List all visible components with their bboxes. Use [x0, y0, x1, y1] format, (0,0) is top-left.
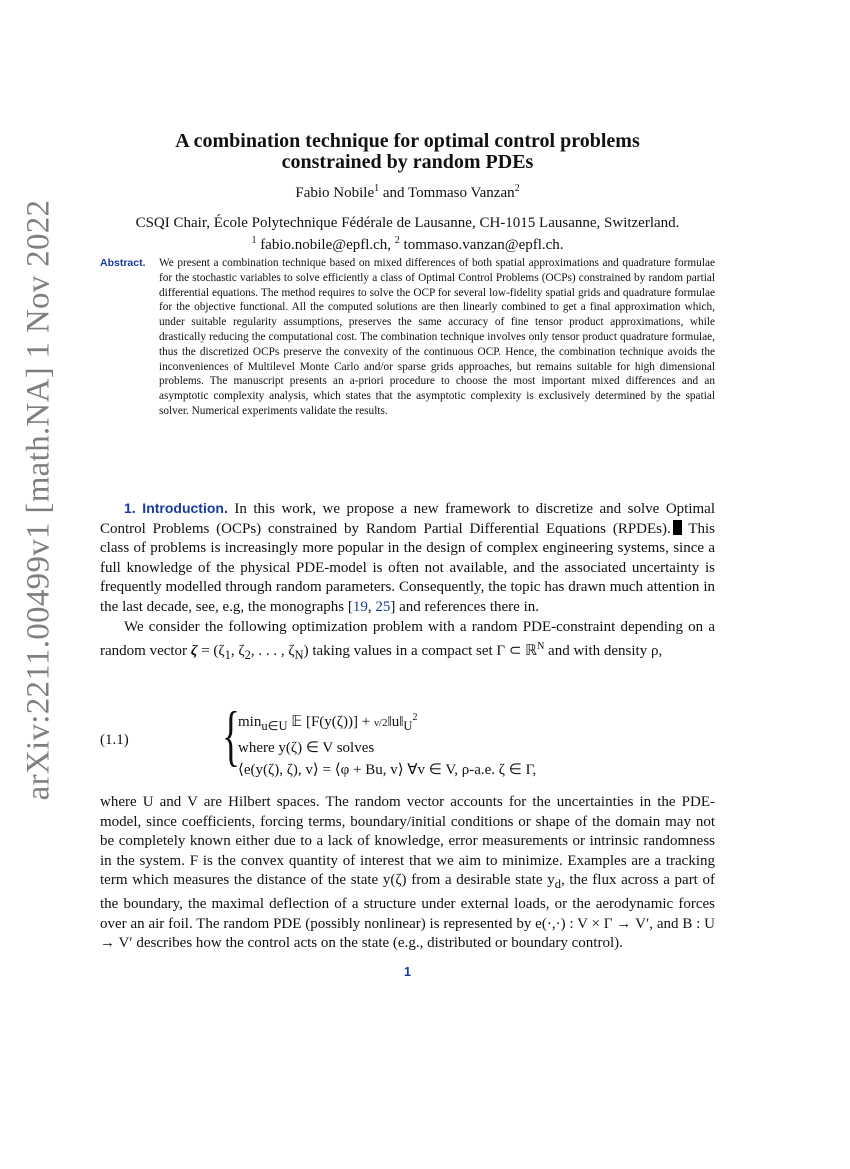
- email-1: fabio.nobile@epfl.ch,: [256, 237, 395, 253]
- intro-p1-part-c: ] and references there in.: [390, 598, 539, 615]
- abstract: [100, 256, 715, 419]
- equation-line-1: [238, 707, 536, 737]
- sup-n: N: [537, 641, 545, 653]
- sub-d: d: [554, 877, 561, 892]
- eq-min: min: [238, 714, 262, 730]
- equation-line-3: ⟨e(y(ζ), ζ), v⟩ = ⟨φ + Bu, v⟩ ∀v ∈ V, ρ-a.e. ζ ∈ Γ,: [238, 762, 537, 778]
- author-2: Tommaso Vanzan: [408, 185, 515, 201]
- intro-p1-part-a: In this work, we propose a new framework to discretize and solve Optimal Control Problems (OCPs) constrained by Random Partial Differential Equations (RPDEs).: [100, 501, 715, 537]
- sub-n: N: [294, 648, 304, 663]
- abstract-text: We present a combination technique based on mixed differences of both spatial approximations and quadrature formulae for the stochastic variables to solve efficiently a class of Optimal Control Problems (OCPs) constrained by random partial differential equations. The method requires to solve the OCP for several low-fidelity spatial grids and quadrature formulae for the objective functional. All the computed solutions are then linearly combined to get a final approximation which, under suitable regularity assumptions, preserves the same accuracy of fine tensor product approximations, while drastically reducing the computational cost. The combination technique involves only tensor product quadrature formulae, thus the discretized OCPs preserve the convexity of the continuous OCP. Hence, the combination technique avoids the inconveniences of Multilevel Monte Carlo and/or sparse grids approaches, but remains suitable for high dimensional problems. The manuscript presents an a-priori procedure to choose the most important mixed differences and an asymptotic complexity analysis, which states that the asymptotic complexity is exclusively determined by the spatial solver. Numerical experiments validate the results.: [159, 257, 715, 417]
- arxiv-sidebar: [14, 150, 64, 850]
- intro-p2-part-c: , ζ: [230, 643, 245, 660]
- eq-norm-sub: U: [403, 719, 413, 733]
- arxiv-identifier: arXiv:2211.00499v1 [math.NA] 1 Nov 2022: [20, 199, 57, 801]
- title-line-2: constrained by random PDEs: [281, 151, 534, 173]
- authors: [100, 183, 715, 202]
- sub-1: 1: [224, 648, 231, 663]
- sub-2: 2: [244, 648, 251, 663]
- equation-line-2: where y(ζ) ∈ V solves: [238, 740, 375, 756]
- paper-title: [100, 131, 715, 173]
- affiliation: [100, 214, 715, 254]
- affiliation-line: CSQI Chair, École Polytechnique Fédérale de Lausanne, CH-1015 Lausanne, Switzerland.: [135, 215, 680, 231]
- eq-norm-sup: 2: [412, 712, 418, 723]
- intro-p2-part-d: , . . . , ζ: [250, 643, 295, 660]
- citation-separator: ,: [367, 598, 376, 615]
- author-2-mark: 2: [514, 183, 520, 194]
- post-eq-part-b: , the flux across a part of the boundary, the maximal deflection of a structure under external loads, or the aerodynamic forces over an air foil. The random PDE (possibly nonlinear) is represented by e(·,·) : V × Γ → V′, and B : U → V′ describes how the control acts on the state (e.g., distributed or boundary control).: [100, 872, 715, 952]
- email-2: tommaso.vanzan@epfl.ch.: [399, 237, 564, 253]
- equation-lines: [238, 707, 536, 781]
- authors-and: and: [379, 185, 409, 201]
- abstract-label: Abstract.: [100, 257, 146, 269]
- citation-25[interactable]: 25: [375, 598, 391, 615]
- email-1-mark: 1: [251, 235, 257, 246]
- post-eq-part-a: where U and V are Hilbert spaces. The random vector accounts for the uncertainties in the PDE-model, since coefficients, forcing terms, boundary/initial conditions or shape of the domain may not be completely known either due to a lack of knowledge, error measurements or intrinsic randomness in the system. F is the convex quantity of interest that we aim to minimize. Examples are a tracking term which measures the distance of the state y(ζ) from a desirable state y: [100, 794, 715, 889]
- equation-number: (1.1): [100, 732, 129, 748]
- email-2-mark: 2: [394, 235, 400, 246]
- section-heading: 1. Introduction.: [124, 500, 228, 516]
- overfull-box-marker: [673, 520, 682, 535]
- eq-fraction: ν/2: [373, 717, 388, 729]
- eq-min-sub: u∈U: [261, 719, 288, 733]
- intro-paragraph-2: [100, 618, 715, 666]
- left-brace-icon: {: [222, 697, 240, 773]
- intro-p2-part-f: and with density ρ,: [544, 643, 663, 660]
- citation-19[interactable]: 19: [352, 598, 368, 615]
- post-equation-text: [100, 793, 715, 954]
- intro-p2-part-e: ) taking values in a compact set Γ ⊂ ℝ: [303, 643, 538, 660]
- intro-paragraph-1: [100, 499, 715, 618]
- zeta-symbol: ζ: [190, 643, 198, 660]
- post-equation-paragraph: [100, 793, 715, 954]
- author-1-mark: 1: [374, 183, 380, 194]
- introduction-section: [100, 499, 715, 666]
- emails: [100, 232, 715, 254]
- title-line-1: A combination technique for optimal control problems: [175, 130, 640, 152]
- page-number: 1: [403, 964, 412, 979]
- intro-p2-part-b: = (ζ: [197, 643, 225, 660]
- author-1: Fabio Nobile: [295, 185, 375, 201]
- eq-expectation: 𝔼 [F(y(ζ))] +: [287, 714, 374, 730]
- equation-1-1: [100, 697, 715, 778]
- intro-p2-part-a: We consider the following optimization problem with a random PDE-constraint depending on a random vector: [100, 618, 715, 660]
- eq-norm: ‖u‖: [387, 714, 404, 730]
- intro-p1-part-b: This class of problems is increasingly more popular in the design of complex engineering systems, since a full knowledge of the physical PDE-model is often not available, and the associated uncertainty is frequently modelled through random parameters. Consequently, the topic has drawn much attention in the last decade, see, e.g, the monographs [: [100, 520, 715, 615]
